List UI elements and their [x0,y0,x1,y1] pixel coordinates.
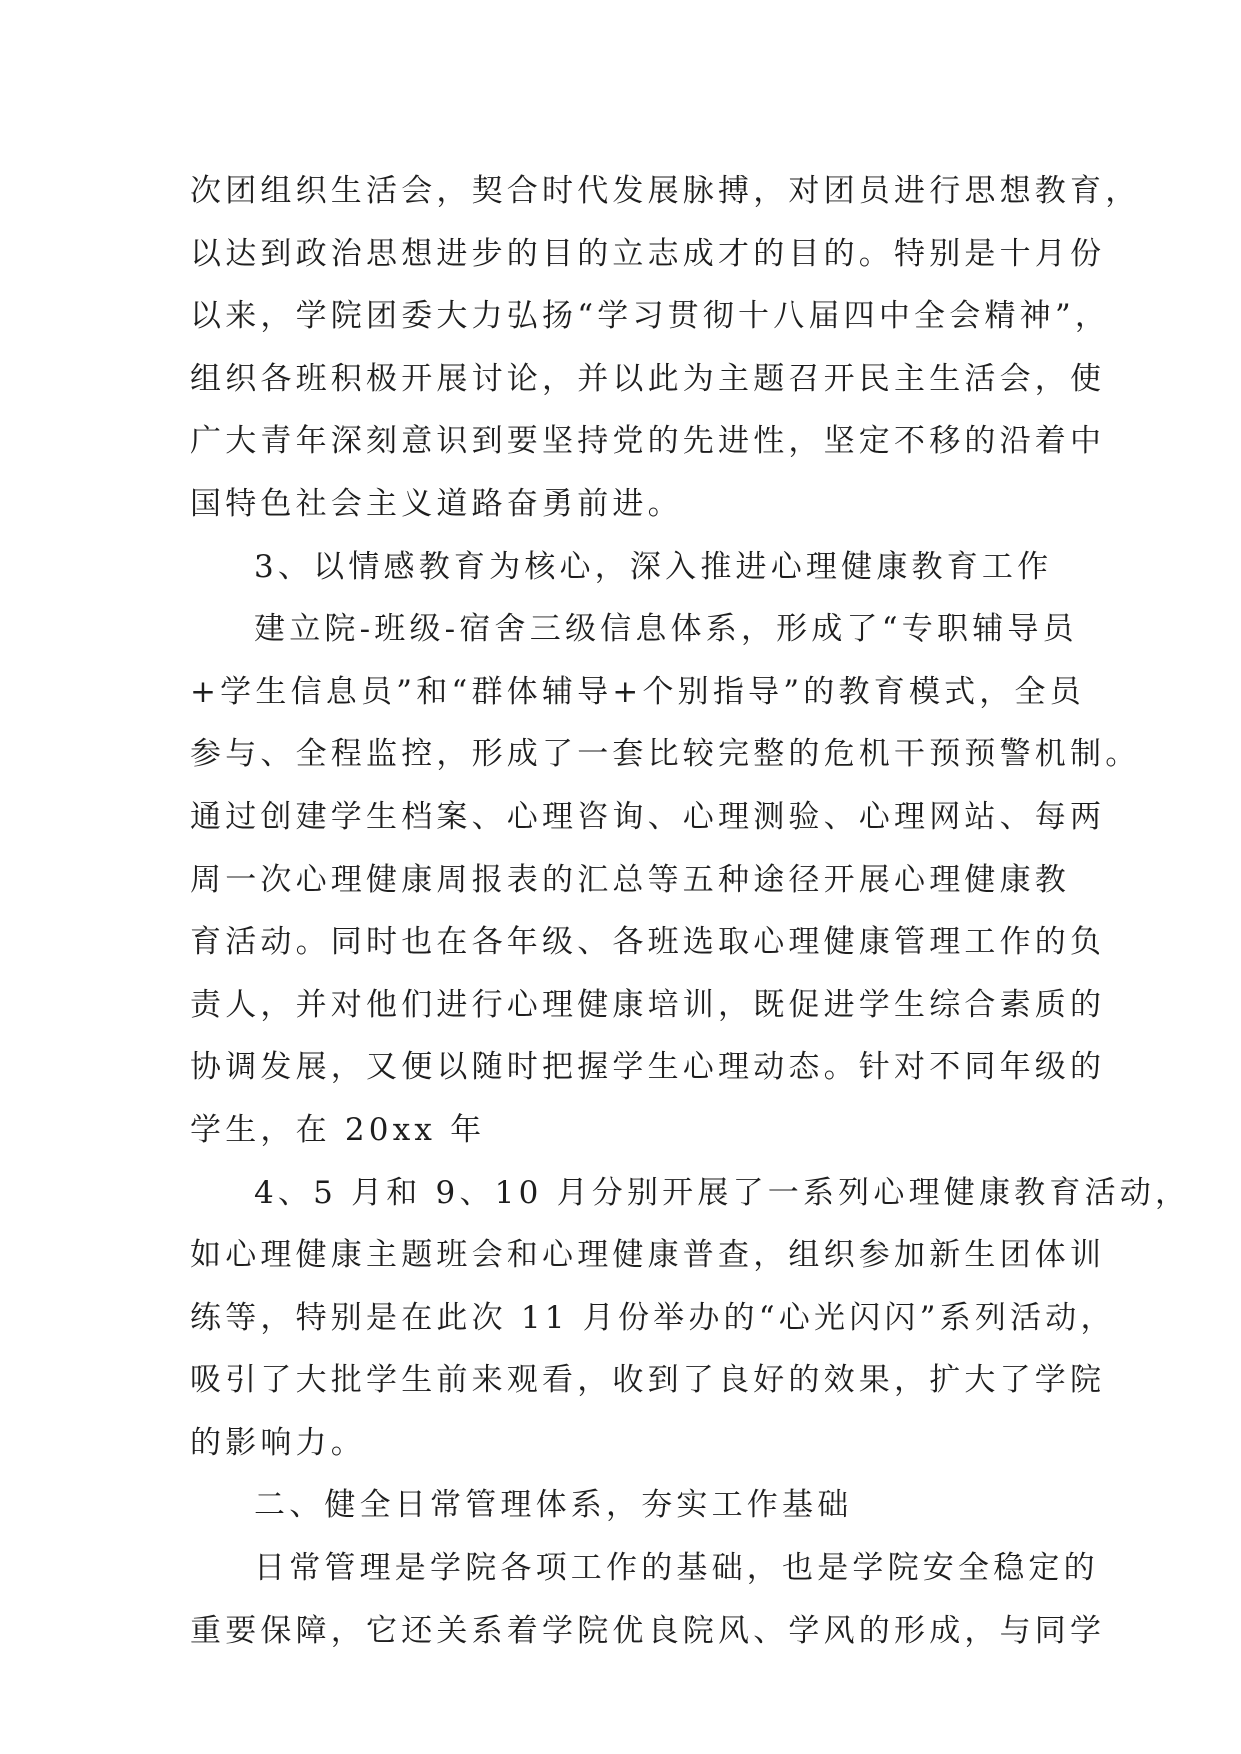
text-line: 吸引了大批学生前来观看，收到了良好的效果，扩大了学院 [190,1362,1106,1399]
text-line: 以达到政治思想进步的目的立志成才的目的。特别是十月份 [190,235,1106,272]
text-line: 育活动。同时也在各年级、各班选取心理健康管理工作的负 [190,924,1106,961]
text-line: 以来，学院团委大力弘扬“学习贯彻十八届四中全会精神”， [190,298,1111,335]
text-line: 的影响力。 [190,1424,366,1461]
text-line: 日常管理是学院各项工作的基础，也是学院安全稳定的 [254,1550,1099,1587]
text-line: 参与、全程监控，形成了一套比较完整的危机干预预警机制。 [190,736,1141,773]
document-body [190,160,1191,1662]
text-line: 周一次心理健康周报表的汇总等五种途径开展心理健康教 [190,861,1070,898]
text-line: 练等，特别是在此次 11 月份举办的“心光闪闪”系列活动， [190,1299,1116,1336]
text-line: 二、健全日常管理体系，夯实工作基础 [254,1487,853,1524]
text-line: 国特色社会主义道路奋勇前进。 [190,485,683,522]
text-line: 学生，在 20xx 年 [190,1111,486,1148]
text-line: 协调发展，又便以随时把握学生心理动态。针对不同年级的 [190,1049,1106,1086]
text-line: 次团组织生活会，契合时代发展脉搏，对团员进行思想教育， [190,173,1141,209]
text-line: 如心理健康主题班会和心理健康普查，组织参加新生团体训 [190,1237,1106,1274]
text-line: 责人，并对他们进行心理健康培训，既促进学生综合素质的 [190,986,1106,1023]
text-line: +学生信息员”和“群体辅导+个别指导”的教育模式，全员 [190,673,1085,710]
text-line: 建立院-班级-宿舍三级信息体系，形成了“专职辅导员 [254,611,1078,648]
text-line: 3、以情感教育为核心，深入推进心理健康教育工作 [254,548,1053,585]
text-line: 广大青年深刻意识到要坚持党的先进性，坚定不移的沿着中 [190,423,1106,460]
text-line: 重要保障，它还关系着学院优良院风、学风的形成，与同学 [190,1612,1106,1649]
text-line: 通过创建学生档案、心理咨询、心理测验、心理网站、每两 [190,798,1106,835]
text-line: 组织各班积极开展讨论，并以此为主题召开民主生活会，使 [190,360,1106,397]
text-line: 4、5 月和 9、10 月分别开展了一系列心理健康教育活动， [254,1174,1191,1211]
